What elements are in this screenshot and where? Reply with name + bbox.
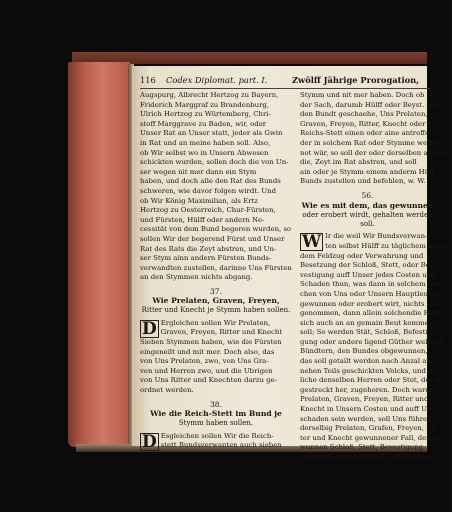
text-line: Bündtern, den Bundes obgewunnen, <box>300 347 428 356</box>
section-subheading: oder erobert wirdt, gehalten werden soll. <box>302 210 433 228</box>
section-heading: Wie die Reich-Stett im Bund je <box>150 409 282 419</box>
text-line: stoff Marggrave zu Baden, wir, oder <box>140 119 267 128</box>
section-title: Zwölff Jährige Prorogation, <box>292 75 420 85</box>
left-intro-text <box>140 91 292 283</box>
text-line: der in solchem Rat oder Stymme werden <box>300 138 444 147</box>
text-line: die, Zeyt im Rat abstren, und soll <box>300 158 417 167</box>
text-line: Bunds zustellen und befehlen, w. W. <box>300 177 426 186</box>
text-line: in Rat und an meine haben soll. Also, <box>140 138 271 147</box>
section-heading: Wie Prelaten, Graven, Freyen, <box>152 296 280 306</box>
section-number: 38. <box>210 399 222 409</box>
text-line: schickten wurden, sollen doch die von Un- <box>140 158 289 167</box>
text-line: stett Bundsverwanten auch sieben <box>160 441 282 450</box>
text-line: den Bundt geschaehe, Uns Prelaten, <box>300 110 428 119</box>
text-line: Reichs-Stett einen oder aine antreffen, <box>300 129 436 138</box>
section-heading: Wie es mit dem, das gewunnen <box>301 200 434 210</box>
text-line: nehen Teils geschickten Volcks, und ge- <box>300 366 439 375</box>
book-title: Codex Diplomat. part. I. <box>166 75 268 85</box>
text-line: ven und Herren zwo, und die Ubrigen <box>140 366 273 375</box>
text-line: gewunnen oder erobert wirt, nichts aus- <box>300 299 442 308</box>
text-line: das soll getailt werden nach Anzal an- <box>300 357 434 366</box>
text-line: der Sach, darumb Hülff oder Beyst. ent- <box>300 100 441 109</box>
text-line: gestreckt her, zugehoren. Doch waren <box>300 385 434 394</box>
text-line: Augspurg, Albrecht Hertzog zu Bayern, <box>140 91 279 99</box>
text-line: Ulrich Hertzog zu Würtemberg, Chri- <box>140 110 271 119</box>
text-line: Ergleichen sollen Wir Prelaten, <box>160 318 271 327</box>
text-line: Rat des Rats die Zeyt abstren, und Un- <box>140 244 277 253</box>
text-line: sollen Wir der begerend Fürst und Unser <box>140 234 285 243</box>
text-line: ten selbst Hülff zu täglichem Krieg <box>325 241 448 250</box>
text-line: Sieben Stymmen haben, wie die Fürsten <box>140 338 282 347</box>
text-line: eingeneilt und mit mer. Doch also, das <box>140 347 275 356</box>
text-line: dem Feldzug oder Verwahrung und <box>300 251 424 260</box>
text-line: Hertzog zu Oesterreich, Chur-Fürsten, <box>140 206 276 215</box>
text-line: Stymm und nit mer haben. Doch ob <box>300 91 425 99</box>
page-number: 116 <box>140 75 156 85</box>
text-line: ordnet werden. <box>140 386 194 395</box>
book-page <box>132 66 452 461</box>
section-number: 56. <box>361 190 374 200</box>
text-line: Unser Rat an Unser statt, jeder als Gwin <box>140 129 283 138</box>
section-number: 37. <box>210 286 222 296</box>
text-line: Ir die weil Wir Bundsverwan- <box>325 232 428 241</box>
left-column <box>140 91 292 451</box>
text-line: Prelaten, Graven, Freyen, Ritter und <box>300 395 429 404</box>
text-line: ain oder je Stymm einem anderm Hülf <box>300 167 434 176</box>
text-line: an den Stymmen nichts abgang. <box>140 273 253 282</box>
text-line: haben, und doch alle den Rat des Bunds <box>140 177 281 186</box>
text-line: gung oder andere ligend Güther welcher <box>300 337 444 346</box>
text-line: derselbig Prelaten, Grafen, Freyen, Rit- <box>300 424 439 433</box>
right-intro-text <box>300 91 452 187</box>
section-subheading: Ritter und Knecht je Stymm haben sollen. <box>141 306 291 315</box>
text-line: soll; So werden Stät, Schloß, Befesti- <box>300 328 430 337</box>
text-line: ser wegen nit mer dann ein Stym <box>140 167 257 176</box>
right-column <box>300 91 452 463</box>
drop-cap: D <box>142 431 157 452</box>
text-line: ob Wir selbst wo in Unsern Abwesen <box>140 148 269 157</box>
text-line: schaden sein werden, soll Uns führen <box>300 414 432 423</box>
text-line: schweren, wie davor folgen wirdt. Und <box>140 186 277 195</box>
section-body <box>300 232 448 462</box>
text-line: wunnen Schloß, Stett, Bevestigung <box>300 443 424 452</box>
text-line: ser Stym ainn andern Fürsten Bunds- <box>140 254 272 263</box>
text-line: oder ander ligend Güter und Besitzun- <box>300 453 435 461</box>
text-line: Esgleichen sollen Wir die Reich- <box>160 431 274 440</box>
text-line: chen von Uns oder Unsern Hauptleuten <box>300 289 440 298</box>
text-line: Graven, Freyen, Ritter, Knecht oder <box>300 119 426 128</box>
running-head <box>140 74 430 89</box>
text-line: ter und Knecht gewunnener Fall, der ge- <box>300 433 443 442</box>
drop-cap: D <box>142 318 157 339</box>
drop-cap: W <box>302 232 322 253</box>
text-line: genommen, dann allein solchendie Fehd <box>300 309 441 318</box>
text-line: Schaden thun, was dann in solchem we- <box>300 280 441 289</box>
text-line: sich auch an an gemain Beut kommen <box>300 318 434 327</box>
open-book <box>68 52 452 461</box>
text-line: von Uns Ritter und Knechten darzu ge- <box>140 376 277 385</box>
text-line: und Fürsten, Hülff oder andern Ne- <box>140 215 265 224</box>
text-line: cessität von dem Bund begeren wurden, so <box>140 225 292 234</box>
text-line: verwandten zustellen, darinne Uns Fürsten <box>140 263 292 272</box>
text-line: Graven, Freyen, Ritter und Knecht <box>160 328 283 337</box>
section-subheading: Stymm haben sollen. <box>178 419 254 428</box>
text-line: von Uns Prelaten, zwo, von Uns Gra- <box>140 357 269 366</box>
text-line: Friderich Marggraf zu Brandenburg, <box>140 100 270 109</box>
text-line: not wär, so soll der oder derselben ain oder <box>300 148 452 157</box>
text-line: liche denselben Herren oder Stet, der sie <box>300 376 445 385</box>
text-line: Besetzung der Schloß, Stett, oder Be- <box>300 261 433 270</box>
text-line: vestigung auff Unser jedes Costen und <box>300 270 436 279</box>
section-body <box>140 319 292 396</box>
text-line: ob Wir König Maximilian, als Ertz <box>140 196 258 205</box>
page-block-edge <box>68 62 130 447</box>
text-line: Knecht in Unsern Costen und auff Un- <box>300 405 434 414</box>
section-body <box>140 432 292 451</box>
